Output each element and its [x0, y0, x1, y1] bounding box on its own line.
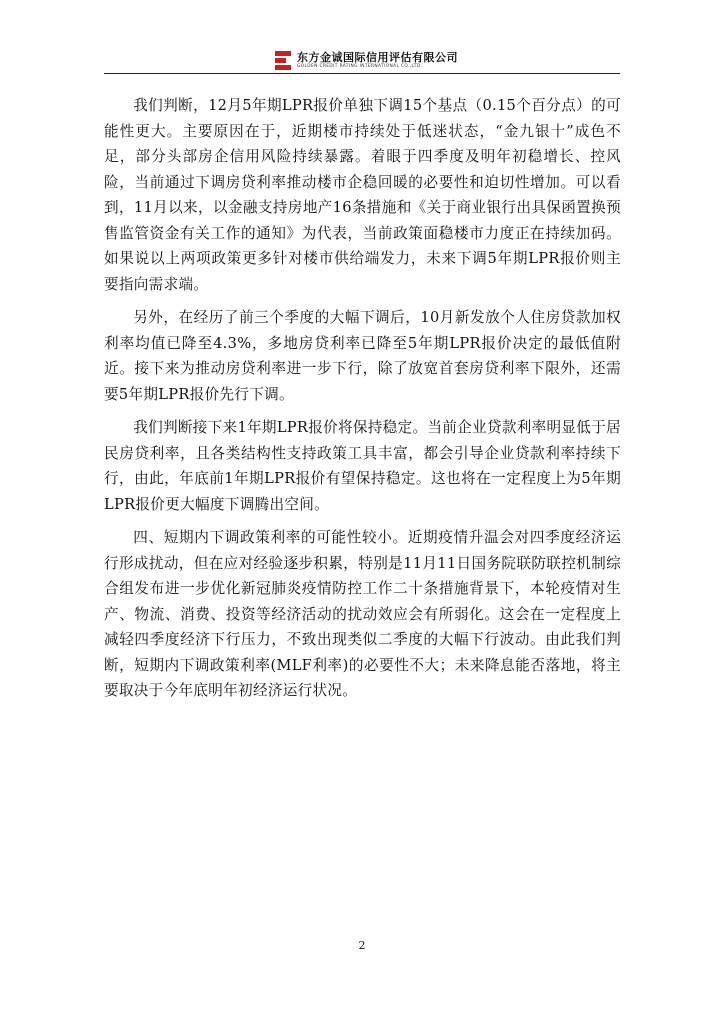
body-paragraph: 四、短期内下调政策利率的可能性较小。近期疫情升温会对四季度经济运行形成扰动，但在应对经验逐步积累，特别是11月11日国务院联防联控机制综合组发布进一步优化新冠肺炎疫情防控工作二十条措施背景下，本轮疫情对生产、物流、消费、投资等经济活动的扰动效应会有所弱化。这会在一定程度上减轻四季度经济下行压力，不致出现类似二季度的大幅下行波动。由此我们判断，短期内下调政策利率(MLF利率)的必要性不大；未来降息能否落地，将主要取决于今年底明年初经济运行状况。: [104, 529, 621, 699]
body-paragraph: 我们判断，12月5年期LPR报价单独下调15个基点（0.15个百分点）的可能性更大。主要原因在于，近期楼市持续处于低迷状态，“金九银十”成色不足，部分头部房企信用风险持续暴露。着眼于四季度及明年初稳增长、控风险，当前通过下调房贷利率推动楼市企稳回暖的必要性和迫切性增加。可以看到，11月以来，以金融支持房地产16条措施和《关于商业银行出具保函置换预售监管资金有关工作的通知》为代表，当前政策面稳楼市力度正在持续加码。如果说以上两项政策更多针对楼市供给端发力，未来下调5年期LPR报价则主要指向需求端。: [104, 97, 621, 293]
header-divider: [104, 73, 620, 74]
document-body: [104, 93, 621, 712]
body-paragraph: 另外，在经历了前三个季度的大幅下调后，10月新发放个人住房贷款加权利率均值已降至4.3%，多地房贷利率已降至5年期LPR报价决定的最低值附近。接下来为推动房贷利率进一步下行，除了放宽首套房贷利率下限外，还需要5年期LPR报价先行下调。: [104, 309, 621, 403]
company-name-en: GOLDEN CREDIT RATING INTERNATIONAL CO.,LTD.: [297, 64, 423, 70]
page-number: 2: [358, 939, 366, 952]
body-paragraph: 我们判断接下来1年期LPR报价将保持稳定。当前企业贷款利率明显低于居民房贷利率，且各类结构性支持政策工具丰富，都会引导企业贷款利率持续下行，由此，年底前1年期LPR报价有望保持稳定。这也将在一定程度上为5年期LPR报价更大幅度下调腾出空间。: [104, 419, 621, 513]
company-name-block: [297, 52, 458, 69]
company-logo-icon: [275, 51, 291, 71]
page-header: [275, 51, 458, 71]
company-name: 东方金诚国际信用评估有限公司: [297, 51, 458, 65]
